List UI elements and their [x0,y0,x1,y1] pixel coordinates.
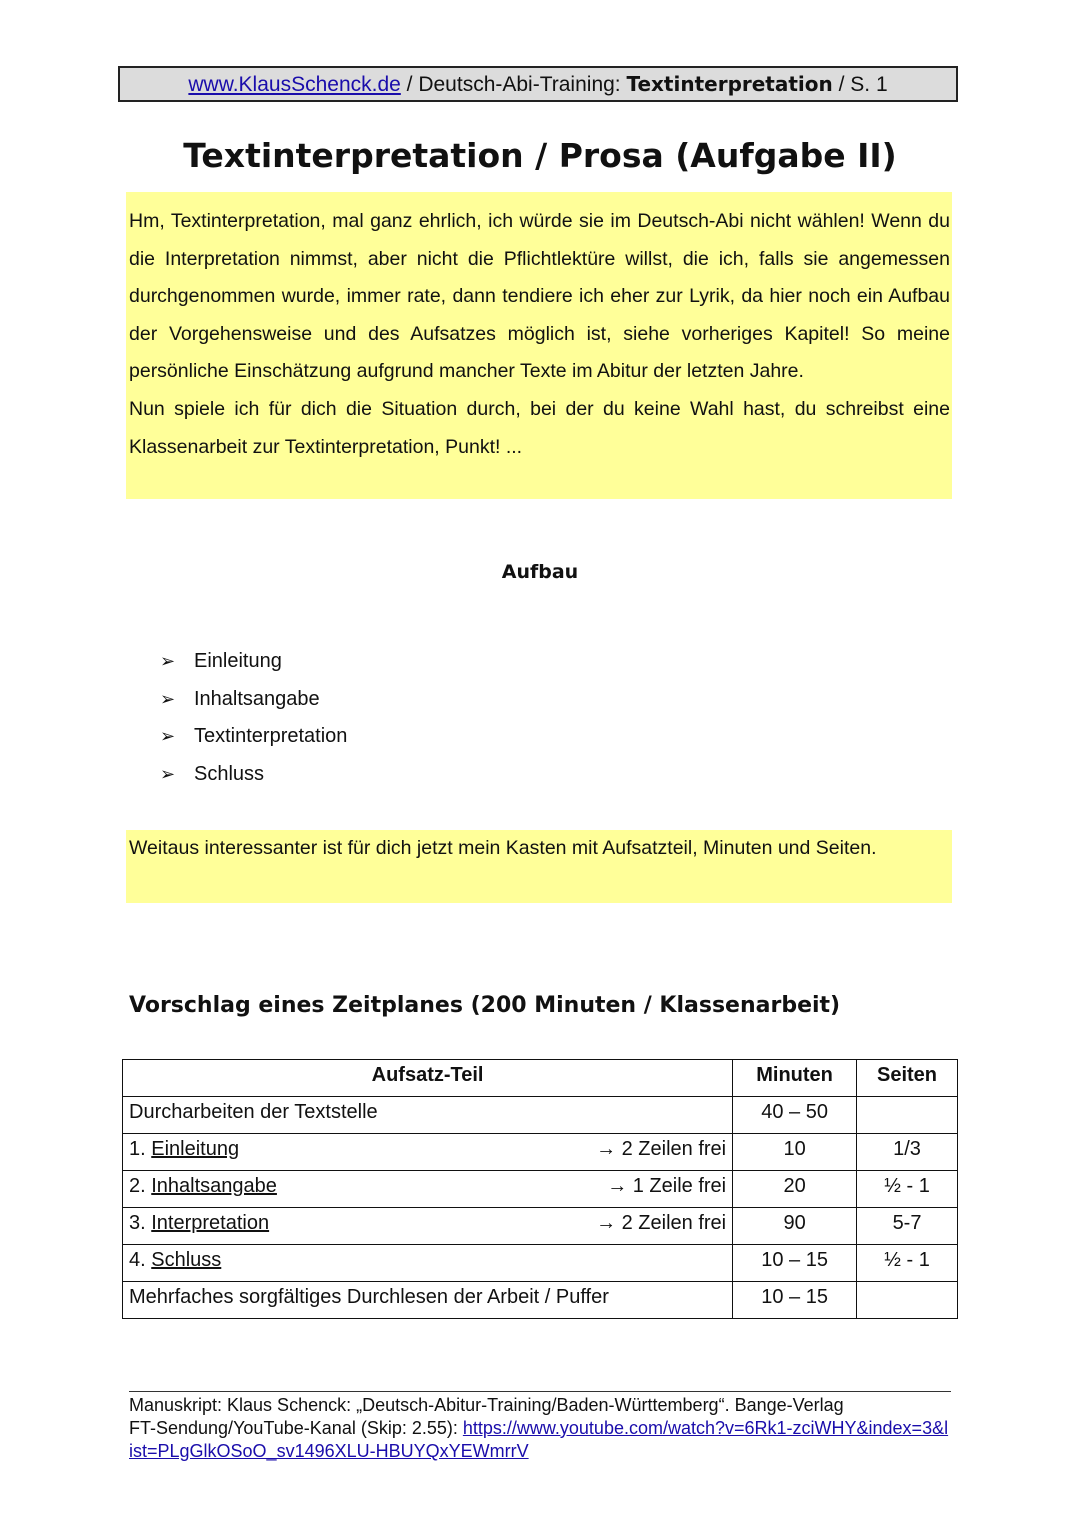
intro-paragraph-1: Hm, Textinterpretation, mal ganz ehrlich, ich würde sie im Deutsch-Abi nicht wählen! Wenn du die Interpretation nimmst, aber nicht die Pflichtlektüre willst, die ich, falls sie angemessen durchgenommen wurde, immer rate, dann tendiere ich eher zur Lyrik, da hier noch ein Aufbau der Vorgehensweise und des Aufsatzes möglich ist, siehe vorheriges Kapitel! So meine persönliche Einschätzung aufgrund mancher Texte im Abitur der letzten Jahre. [129,210,950,383]
cell-part [123,1245,733,1282]
list-item-label: Einleitung [194,650,282,672]
note-highlight-box [126,830,952,903]
footer [129,1391,951,1463]
table-row [123,1171,958,1208]
footer-video-prefix: FT-Sendung/YouTube-Kanal (Skip: 2.55): [129,1418,463,1438]
part-number: 3. [129,1212,152,1234]
cell-part [123,1134,733,1171]
site-link[interactable]: www.KlausSchenck.de [188,73,401,96]
footer-video-line [129,1417,951,1463]
blank-lines-hint: → 2 Zeilen frei [596,1138,727,1160]
cell-pages: 1/3 [857,1134,958,1171]
list-item [160,681,347,719]
part-number: 1. [129,1138,152,1160]
cell-minutes: 20 [733,1171,857,1208]
note-text: Weitaus interessanter ist für dich jetzt mein Kasten mit Aufsatzteil, Minuten und Seiten. [129,837,877,859]
header-topic: Textinterpretation [626,72,833,96]
column-header-pages: Seiten [857,1060,958,1097]
arrow-bullet-icon: ➢ [160,688,176,709]
table-row [123,1097,958,1134]
schedule-heading: Vorschlag eines Zeitplanes (200 Minuten / Klassenarbeit) [129,993,841,1018]
cell-pages: 5-7 [857,1208,958,1245]
cell-part [123,1097,733,1134]
arrow-bullet-icon: ➢ [160,726,176,746]
page-header [118,66,958,102]
column-header-minutes: Minuten [733,1060,857,1097]
cell-minutes: 90 [733,1208,857,1245]
arrow-bullet-icon: ➢ [160,763,176,784]
list-item-label: Inhaltsangabe [194,687,320,710]
list-item-label: Textinterpretation [194,725,348,747]
part-link[interactable]: Schluss [151,1249,222,1271]
blank-lines-hint: → 2 Zeilen frei [596,1212,727,1234]
footer-manuscript-line: Manuskript: Klaus Schenck: „Deutsch-Abitur-Training/Baden-Württemberg“. Bange-Verlag [129,1395,844,1415]
table-row [123,1134,958,1171]
header-page-number: / S. 1 [832,73,888,96]
cell-minutes: 40 – 50 [733,1097,857,1134]
blank-lines-hint: → 1 Zeile frei [607,1175,727,1197]
table-row [123,1282,958,1319]
page-title: Textinterpretation / Prosa (Aufgabe II) [183,136,897,175]
list-item [160,718,347,756]
cell-minutes: 10 – 15 [733,1282,857,1319]
cell-pages [857,1097,958,1134]
cell-part [123,1282,733,1319]
part-link[interactable]: Interpretation [151,1212,270,1234]
arrow-bullet-icon: ➢ [160,651,176,671]
list-item [160,756,347,794]
part-link[interactable]: Inhaltsangabe [151,1175,277,1197]
cell-minutes: 10 – 15 [733,1245,857,1282]
part-number: 2. [129,1175,152,1197]
structure-list [160,643,347,793]
column-header-part: Aufsatz-Teil [123,1060,733,1097]
part-link[interactable]: Einleitung [151,1138,240,1160]
intro-highlight-box [126,192,952,499]
cell-pages [857,1282,958,1319]
cell-pages: ½ - 1 [857,1171,958,1208]
schedule-table-body [123,1097,958,1319]
table-row [123,1245,958,1282]
schedule-table [122,1059,958,1319]
header-separator: / Deutsch-Abi-Training: [400,73,627,96]
cell-pages: ½ - 1 [857,1245,958,1282]
table-row [123,1208,958,1245]
cell-part [123,1208,733,1245]
cell-minutes: 10 [733,1134,857,1171]
list-item [160,643,347,681]
part-number: 4. [129,1249,152,1271]
table-header-row [123,1060,958,1097]
video-link[interactable]: https://www.youtube.com/watch?v=6Rk1-zciWHY&index=3&list=PLgGlkOSoO_sv1496XLU-HBUYQxYEWmrrV [129,1418,949,1461]
part-label: Durcharbeiten der Textstelle [129,1101,378,1123]
part-label: Mehrfaches sorgfältiges Durchlesen der Arbeit / Puffer [129,1286,609,1308]
structure-heading: Aufbau [501,561,579,583]
intro-paragraph-2: Nun spiele ich für dich die Situation durch, bei der du keine Wahl hast, du schreibst eine Klassenarbeit zur Textinterpretation, Punkt! ... [129,397,950,458]
list-item-label: Schluss [194,762,265,785]
cell-part [123,1171,733,1208]
